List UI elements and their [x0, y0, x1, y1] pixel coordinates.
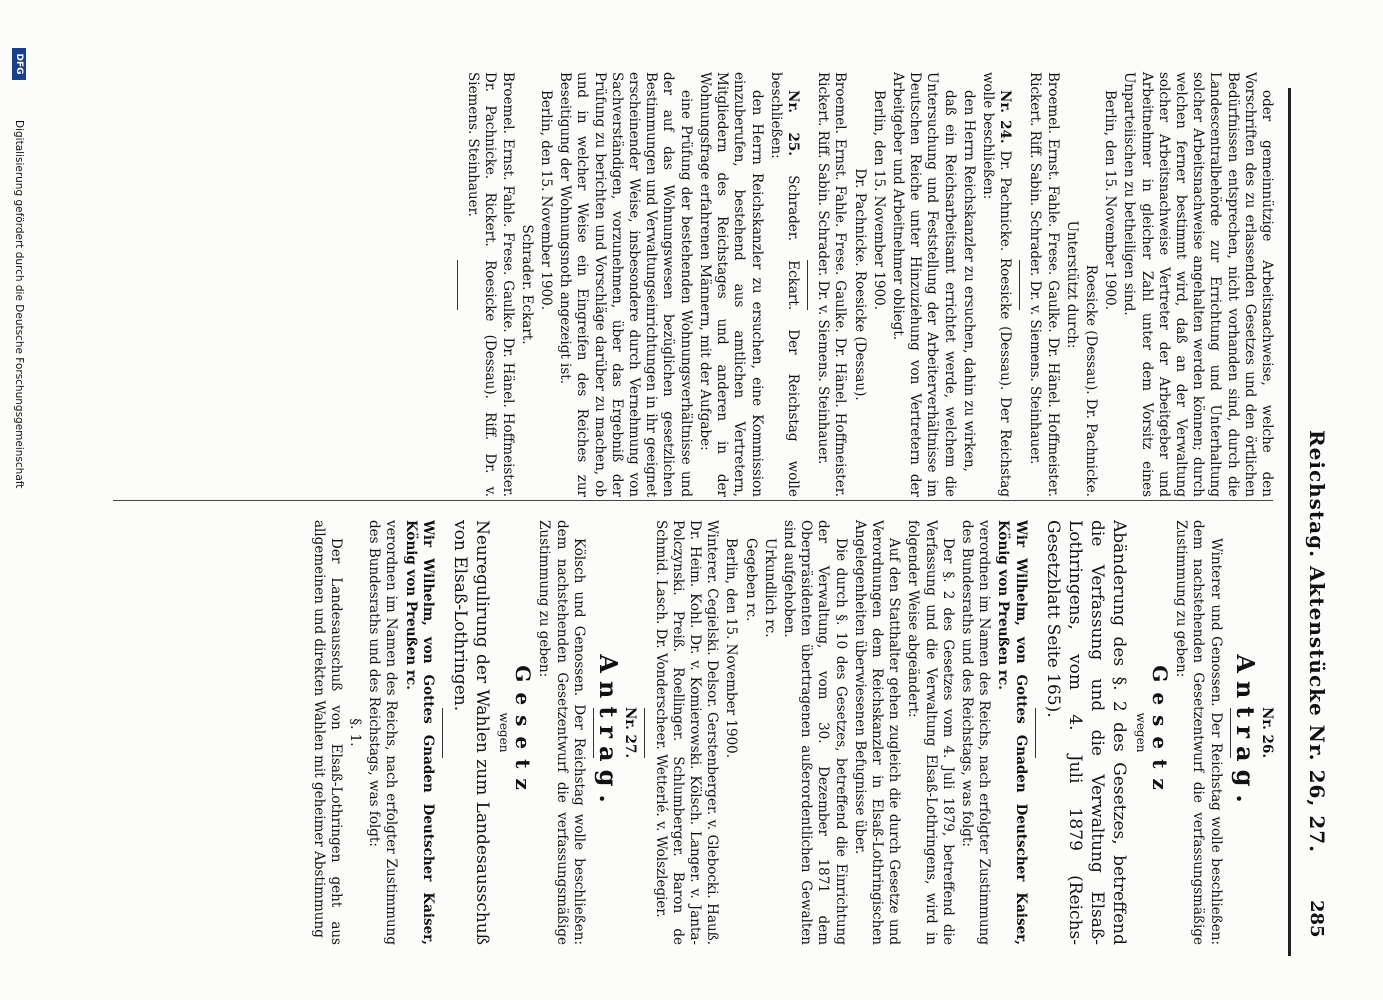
law-title: Neuregulirung der Wahlen zum Landesausschuß von Elsaß-Lothringen.	[449, 520, 492, 945]
motion-text: daß ein Reichsarbeitsamt errichtet werde, welchem die Untersuchung und Feststellung der Arbeiterverhältnisse im Deutschen Reiche unter Hinzuziehung von Vertretern der Arbeitgeber und Arbeitnehmer obliegt.	[889, 72, 958, 497]
motion-number: Nr. 24.	[997, 90, 1014, 144]
urkund-line: Urkundlich rc.	[761, 538, 778, 638]
signatories: Winterer. Cegielski. Delsor. Gerstenberger. v. Glebocki. Hauß. Dr. Heim. Kohl. Dr. v. Komierowski. Kölsch. Langer. v. Janta-Polczynski. Preiß. Roellinger. Schlumberger. Baron de Schmid. Lasch. Dr. Vonderscheer. Wetterlé. v. Wolszlegier.	[652, 520, 721, 945]
preamble-text: verordnen im Namen des Reichs, nach erfolgter Zustimmung des Bundesraths und des Reichstags, was folgt:	[958, 520, 993, 945]
page-number: 285	[1306, 900, 1327, 938]
funding-note: Digitalisierung gefördert durch die Deutsche Forschungsgemeinschaft	[13, 120, 25, 489]
motion-text: den Herrn Reichskanzler zu ersuchen, dahin zu wirken,	[960, 90, 977, 472]
supporters: Broemel. Ernst. Fahle. Frese. Gaulke. Dr. Hänel. Hoffmeister. Rickert. Riff. Sabin. Schrader. Dr. v. Siemens. Steinhauer.	[815, 72, 849, 497]
date-line: Berlin, den 15. November 1900.	[870, 90, 887, 311]
signatories: Dr. Pachnicke. Roesicke (Dessau).	[851, 168, 868, 401]
law-paragraph: Auf den Statthalter gehen zugleich die durch Gesetze und Verordnungen dem Reichskanzler in Elsaß-Lothringischen Angelegenheiten überwiesenen Befugnisse über.	[851, 520, 903, 945]
support-label: Unterstützt durch:	[1063, 220, 1080, 349]
preamble: Wir Wilhelm, von Gottes Gnaden Deutscher Kaiser, König von Preußen rc.	[402, 520, 436, 945]
date-line: Berlin, den 15. November 1900.	[723, 538, 740, 759]
separator	[457, 260, 458, 310]
gesetz-heading: Gesetz	[1147, 665, 1172, 800]
separator	[442, 708, 443, 758]
wegen-label: wegen	[497, 712, 512, 753]
antrag-heading: Antrag.	[594, 654, 624, 811]
motion-intro: Kölsch und Genossen. Der Reichstag wolle beschließen: dem nachstehenden Gesetzentwurf die verfassungsmäßige Zustimmung zu geben:	[536, 520, 587, 945]
page-header-title: Reichstag. Aktenstücke Nr. 26, 27.	[1305, 430, 1329, 854]
motion-number: Nr. 25.	[784, 90, 801, 156]
motion-text: den Herrn Reichskanzler zu ersuchen, eine Kommission einzuberufen, bestehend aus amtlichen Vertretern, Mitgliedern des Reichstages und anderen in der Wohnungsfrage erfahrenen Männern, mit der Aufgabe:	[696, 72, 765, 497]
motion-movers: Dr. Pachnicke. Roesicke (Dessau). Der Reichstag wolle beschließen:	[979, 72, 1014, 498]
column-divider	[113, 500, 1273, 501]
wegen-label: wegen	[1133, 712, 1148, 753]
motion-intro: Winterer und Genossen. Der Reichstag wolle beschließen: dem nachstehenden Gesetzentwurf die verfassungsmäßige Zustimmung zu geben:	[1173, 520, 1224, 945]
separator	[1035, 708, 1036, 758]
left-column	[451, 72, 1275, 497]
right-column	[307, 520, 1275, 945]
signatories: Schrader. Eckart.	[518, 224, 535, 345]
signatories: Roesicke (Dessau). Dr. Pachnicke.	[1082, 264, 1099, 497]
gesetz-heading: Gesetz	[511, 665, 536, 800]
separator	[807, 260, 808, 310]
motion-text: eine Prüfung der bestehenden Wohnungsverhältnisse und der auf das Wohnungswesen bezüglichen gesetzlichen Bestimmungen und Verwaltungseinrichtungen in ihr geeignet erscheinender Weise, insbesondere durch Vernehmung von Sachverständigen, vorzunehmen, über das Ergebniß der Prüfung zu berichten und Vorschläge darüber zu machen, ob und in welcher Weise ein Eingreifen des Reiches zur Beseitigung der Wohnungsnoth angezeigt ist.	[557, 72, 694, 497]
section-number: §. 1.	[347, 718, 364, 747]
preamble-text: verordnen im Namen des Reichs, nach erfolgter Zustimmung des Bundesraths und des Reichstags, was folgt:	[366, 520, 400, 945]
law-paragraph: Die durch §. 10 des Gesetzes, betreffend die Einrichtung der Verwaltung, vom 30. Dezember 1871 dem Oberpräsidenten übertragenen außerordentlichen Gewalten sind aufgehoben.	[780, 520, 849, 945]
law-title: Abänderung des §. 2 des Gesetzes, betreffend die Verfassung und die Verwaltung Elsaß-Lothringens, vom 4. Juli 1879 (Reichs-Gesetzblatt Seite 165).	[1042, 520, 1129, 945]
motion-number: Nr. 27.	[622, 706, 639, 759]
dfg-logo: DFG	[12, 48, 26, 80]
date-line: Berlin, den 15. November 1900.	[1102, 90, 1119, 311]
supporters: Broemel. Ernst. Fahle. Frese. Gaulke. Dr. Hänel. Hoffmeister. Rickert. Riff. Sabin. Schrader. Dr. v. Siemens. Steinhauer.	[1027, 72, 1061, 497]
preamble: Wir Wilhelm, von Gottes Gnaden Deutscher Kaiser, König von Preußen rc.	[995, 520, 1029, 945]
supporters: Broemel. Ernst. Fahle. Frese. Gaulke. Dr. Hänel. Hoffmeister. Dr. Pachnicke. Rickert. Roesicke (Dessau). Riff. Dr. v. Siemens. Steinhauer.	[465, 72, 516, 497]
law-paragraph: Der §. 2 des Gesetzes vom 4. Juli 1879, betreffend die Verfassung und die Verwaltung Elsaß-Lothringens, wird in folgender Weise abgeändert:	[905, 520, 956, 945]
motion-movers: Schrader. Eckart. Der Reichstag wolle beschließen:	[767, 72, 801, 497]
continued-text: oder gemeinnützige Arbeitsnachweise, welche den Vorschriften des zu erlassenden Gesetzes und den örtlichen Bedürfnissen entsprechen, nicht vorhanden sind, durch die Landescentralbehörde zur Errichtung und Unterhaltung solcher Arbeitsnachweise angehalten werden können; durch welchen ferner bestimmt wird, daß an der Verwaltung solcher Arbeitsnachweise Vertreter der Arbeitgeber und Arbeitnehmer in gleicher Zahl unter dem Vorsitz eines Unparteiischen zu betheiligen sind.	[1121, 72, 1275, 497]
separator	[644, 708, 645, 758]
law-paragraph: Der Landesausschuß von Elsaß-Lothringen geht aus allgemeinen und direkten Wahlen mit geheimer Abstimmung	[310, 520, 344, 945]
gegeben-line: Gegeben rc.	[742, 538, 759, 622]
motion-number: Nr. 26.	[1259, 706, 1275, 759]
header-rule	[1288, 88, 1291, 956]
date-line: Berlin, den 15. November 1900.	[538, 90, 555, 311]
antrag-heading: Antrag.	[1230, 654, 1260, 811]
separator	[1019, 260, 1020, 310]
